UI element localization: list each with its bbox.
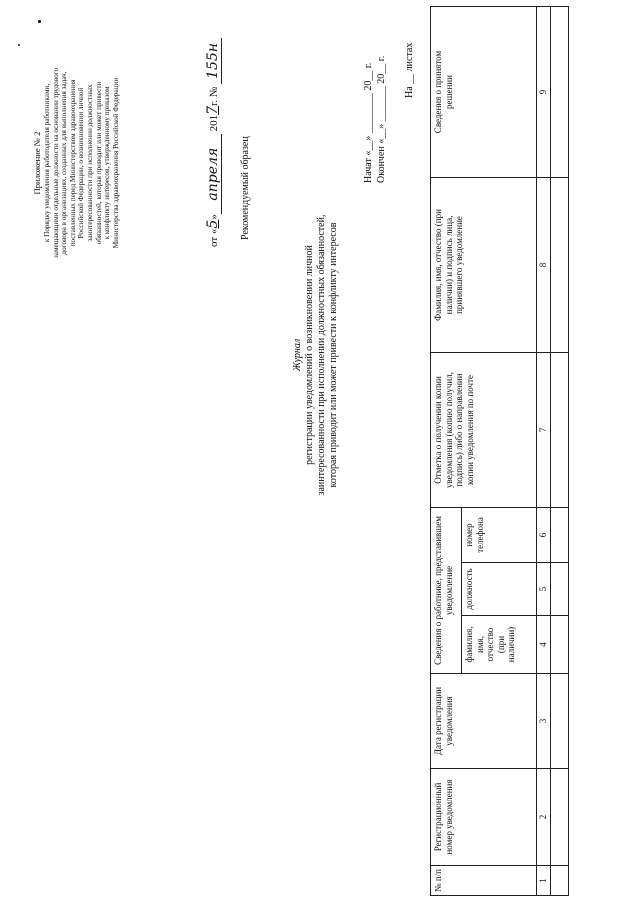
handwritten-order-number: 155н	[205, 38, 222, 84]
handwritten-day: 5	[205, 219, 221, 229]
appendix-line: договора в организациях, созданных для выполнения задач,	[60, 71, 69, 255]
column-number: 9	[537, 7, 551, 178]
column-number: 4	[537, 616, 551, 674]
header-receiver: Фамилия, имя, отчество (при наличии) и подпись лица, принявшего уведомление	[431, 178, 537, 353]
empty-cell	[551, 563, 569, 616]
header-registration-date: Дата регистрации уведомления	[431, 674, 537, 769]
header-full-name: фамилия, имя, отчество (при наличии)	[462, 616, 537, 674]
journal-title	[292, 175, 340, 535]
table-number-row	[537, 7, 551, 896]
column-number: 3	[537, 674, 551, 769]
column-number: 5	[537, 563, 551, 616]
header-phone: номер телефона	[462, 508, 537, 563]
appendix-line: замещающими отдельные должности на основании трудового	[51, 67, 60, 259]
registration-table	[430, 6, 569, 896]
journal-line: которая приводит или может привести к конфликту интересов	[328, 222, 339, 488]
header-decision: Сведения о принятом решении	[431, 7, 537, 178]
appendix-line: обязанностей, которая приводит или может привести	[94, 81, 103, 245]
appendix-line: Российской Федерации, о возникновении личной	[77, 87, 86, 239]
journal-word: Журнал	[292, 338, 303, 372]
handwritten-year-digit: 7	[205, 105, 221, 115]
empty-cell	[551, 7, 569, 178]
empty-cell	[551, 508, 569, 563]
empty-cell	[551, 674, 569, 769]
header-employee-info: Сведения о работнике, представившем уведомление	[431, 508, 462, 674]
sheets-count: На __ листах	[404, 42, 415, 98]
appendix-line: Министерства здравоохранения Российской Федерации	[111, 77, 120, 249]
empty-cell	[551, 769, 569, 866]
column-number: 1	[537, 866, 551, 896]
handwritten-month: апреля	[205, 134, 222, 214]
empty-cell	[551, 178, 569, 353]
column-number: 2	[537, 769, 551, 866]
table-empty-row	[551, 7, 569, 896]
empty-cell	[551, 616, 569, 674]
recommended-sample-label: Рекомендуемый образец	[240, 136, 251, 240]
header-copy-receipt: Отметка о получении копии уведомления (копию получил, подпись) либо о направлении копии уведомления по почте	[431, 353, 537, 508]
start-date-field: Начат «__» ________ 20__ г.	[363, 62, 374, 183]
appendix-block	[32, 33, 120, 293]
header-position: должность	[462, 563, 537, 616]
journal-line: регистрации уведомлений о возникновении личной	[304, 245, 315, 465]
appendix-line: к конфликту интересов, утвержденному приказом	[103, 86, 112, 240]
table-header-row	[431, 7, 462, 896]
header-number: № п/п	[431, 866, 537, 896]
column-number: 6	[537, 508, 551, 563]
journal-period	[362, 56, 388, 183]
column-number: 8	[537, 178, 551, 353]
end-date-field: Окончен «__» _______ 20__ г.	[376, 55, 387, 183]
appendix-line: к Порядку уведомления работодателя работниками,	[43, 83, 51, 243]
appendix-title: Приложение № 2	[32, 131, 42, 195]
appendix-line: заинтересованности при исполнении должностных	[85, 84, 94, 242]
journal-line: заинтересованности при исполнении должностных обязанностей,	[316, 214, 327, 496]
column-number: 7	[537, 353, 551, 508]
empty-cell	[551, 353, 569, 508]
empty-cell	[551, 866, 569, 896]
appendix-line: поставленных перед Министерством здравоохранения	[68, 79, 77, 247]
header-registration-number: Регистрационный номер уведомления	[431, 769, 537, 866]
appendix-date-line: от «5»апреля 2017г. № 155н	[205, 38, 222, 247]
